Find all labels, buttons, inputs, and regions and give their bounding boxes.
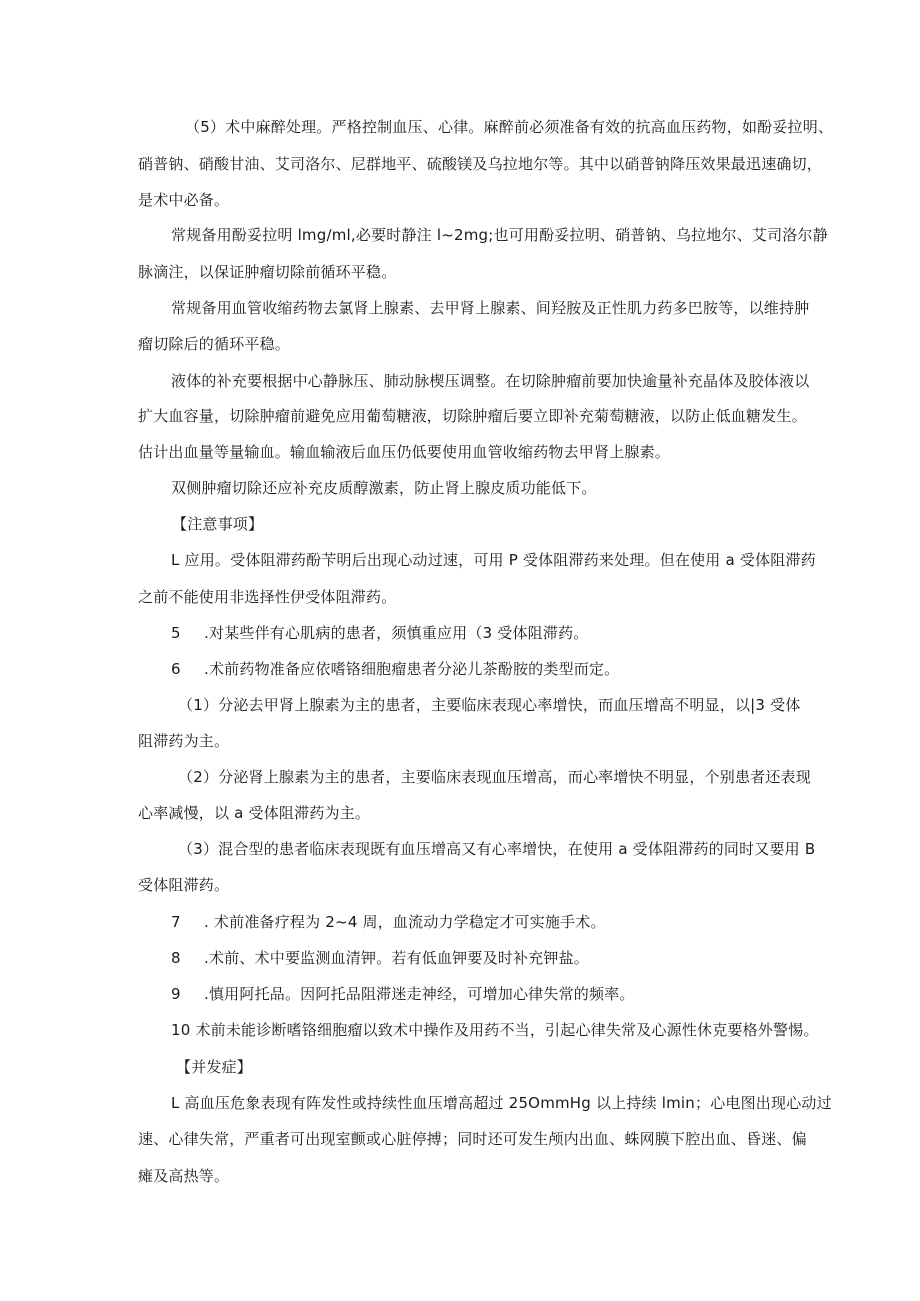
p2-line-2: 脉滴注，以保证肿瘤切除前循环平稳。 — [138, 263, 397, 281]
p1-line-1: （5）术中麻醉处理。严格控制血压、心律。麻醉前必须准备有效的抗高血压药物，如酚妥拉明、 — [185, 118, 834, 136]
note-6-number: 6 — [171, 660, 181, 678]
p3-line-1: 常规备用血管收缩药物去氯肾上腺素、去甲肾上腺素、间羟胺及正性肌力药多巴胺等，以维持肿 — [171, 299, 810, 317]
p5-line-1: 双侧肿瘤切除还应补充皮质醇激素，防止肾上腺皮质功能低下。 — [171, 479, 597, 497]
note-1-line-1: L 应用。受体阻滞药酚苄明后出现心动过速，可用 P 受体阻滞药来处理。但在使用 a 受体阻滞药 — [171, 551, 816, 569]
note-5-number: 5 — [171, 624, 181, 642]
note-9-text: .慎用阿托品。因阿托品阻滞迷走神经，可增加心律失常的频率。 — [204, 985, 635, 1003]
note-10-text: 10 术前未能诊断嗜铬细胞瘤以致术中操作及用药不当，引起心律失常及心源性休克要格外警惕。 — [171, 1021, 819, 1039]
note-9-number: 9 — [171, 985, 181, 1003]
heading-notes: 【注意事项】 — [172, 515, 264, 533]
note-6-text: .术前药物准备应依嗜铬细胞瘤患者分泌儿茶酚胺的类型而定。 — [204, 660, 620, 678]
sub-2-line-2: 心率减慢，以 a 受体阻滞药为主。 — [138, 804, 371, 822]
note-8-number: 8 — [171, 949, 181, 967]
note-7-number: 7 — [171, 913, 181, 931]
p1-line-2: 硝普钠、硝酸甘油、艾司洛尔、尼群地平、硫酸镁及乌拉地尔等。其中以硝普钠降压效果最迅速确切， — [138, 155, 823, 173]
note-1-line-2: 之前不能使用非选择性伊受体阻滞药。 — [138, 588, 397, 606]
p4-line-2: 扩大血容量，切除肿瘤前避免应用葡萄糖液，切除肿瘤后要立即补充菊萄糖液，以防止低血糖发生。 — [138, 407, 807, 425]
sub-2-line-1: （2）分泌肾上腺素为主的患者，主要临床表现血压增高，而心率增快不明显，个别患者还表现 — [178, 768, 811, 786]
sub-1-line-1: （1）分泌去甲肾上腺素为主的患者，主要临床表现心率增快，而血压增高不明显，以|3 受体 — [178, 696, 801, 714]
complication-1-line-1: L 高血压危象表现有阵发性或持续性血压增高超过 25OmmHg 以上持续 lmin；心电图出现心动过 — [171, 1094, 832, 1112]
note-5-text: .对某些伴有心肌病的患者，须慎重应用（3 受体阻滞药。 — [204, 624, 589, 642]
complication-1-line-2: 速、心律失常，严重者可出现室颤或心脏停搏；同时还可发生颅内出血、蛛网膜下腔出血、昏迷、偏 — [138, 1130, 807, 1148]
p2-line-1: 常规备用酚妥拉明 lmg∕ml,必要时静注 l~2mg;也可用酚妥拉明、硝普钠、乌拉地尔、艾司洛尔静 — [171, 226, 828, 244]
heading-complications: 【并发症】 — [176, 1058, 253, 1076]
note-8-text: .术前、术中要监测血清钾。若有低血钾要及时补充钾盐。 — [204, 949, 589, 967]
p3-line-2: 瘤切除后的循环平稳。 — [138, 335, 291, 353]
p4-line-1: 液体的补充要根据中心静脉压、肺动脉楔压调整。在切除肿瘤前要加快逾量补充晶体及胶体液以 — [171, 372, 810, 390]
note-7-text: . 术前准备疗程为 2~4 周，血流动力学稳定才可实施手术。 — [204, 913, 606, 931]
complication-1-line-3: 瘫及高热等。 — [138, 1167, 230, 1185]
p4-line-3: 估计出血量等量输血。输血输液后血压仍低要使用血管收缩药物去甲肾上腺素。 — [138, 443, 671, 461]
sub-1-line-2: 阻滞药为主。 — [138, 732, 230, 750]
sub-3-line-2: 受体阻滞药。 — [138, 876, 230, 894]
sub-3-line-1: （3）混合型的患者临床表现既有血压增高又有心率增快，在使用 a 受体阻滞药的同时又要用 B — [178, 840, 816, 858]
p1-line-3: 是术中必备。 — [138, 191, 230, 209]
